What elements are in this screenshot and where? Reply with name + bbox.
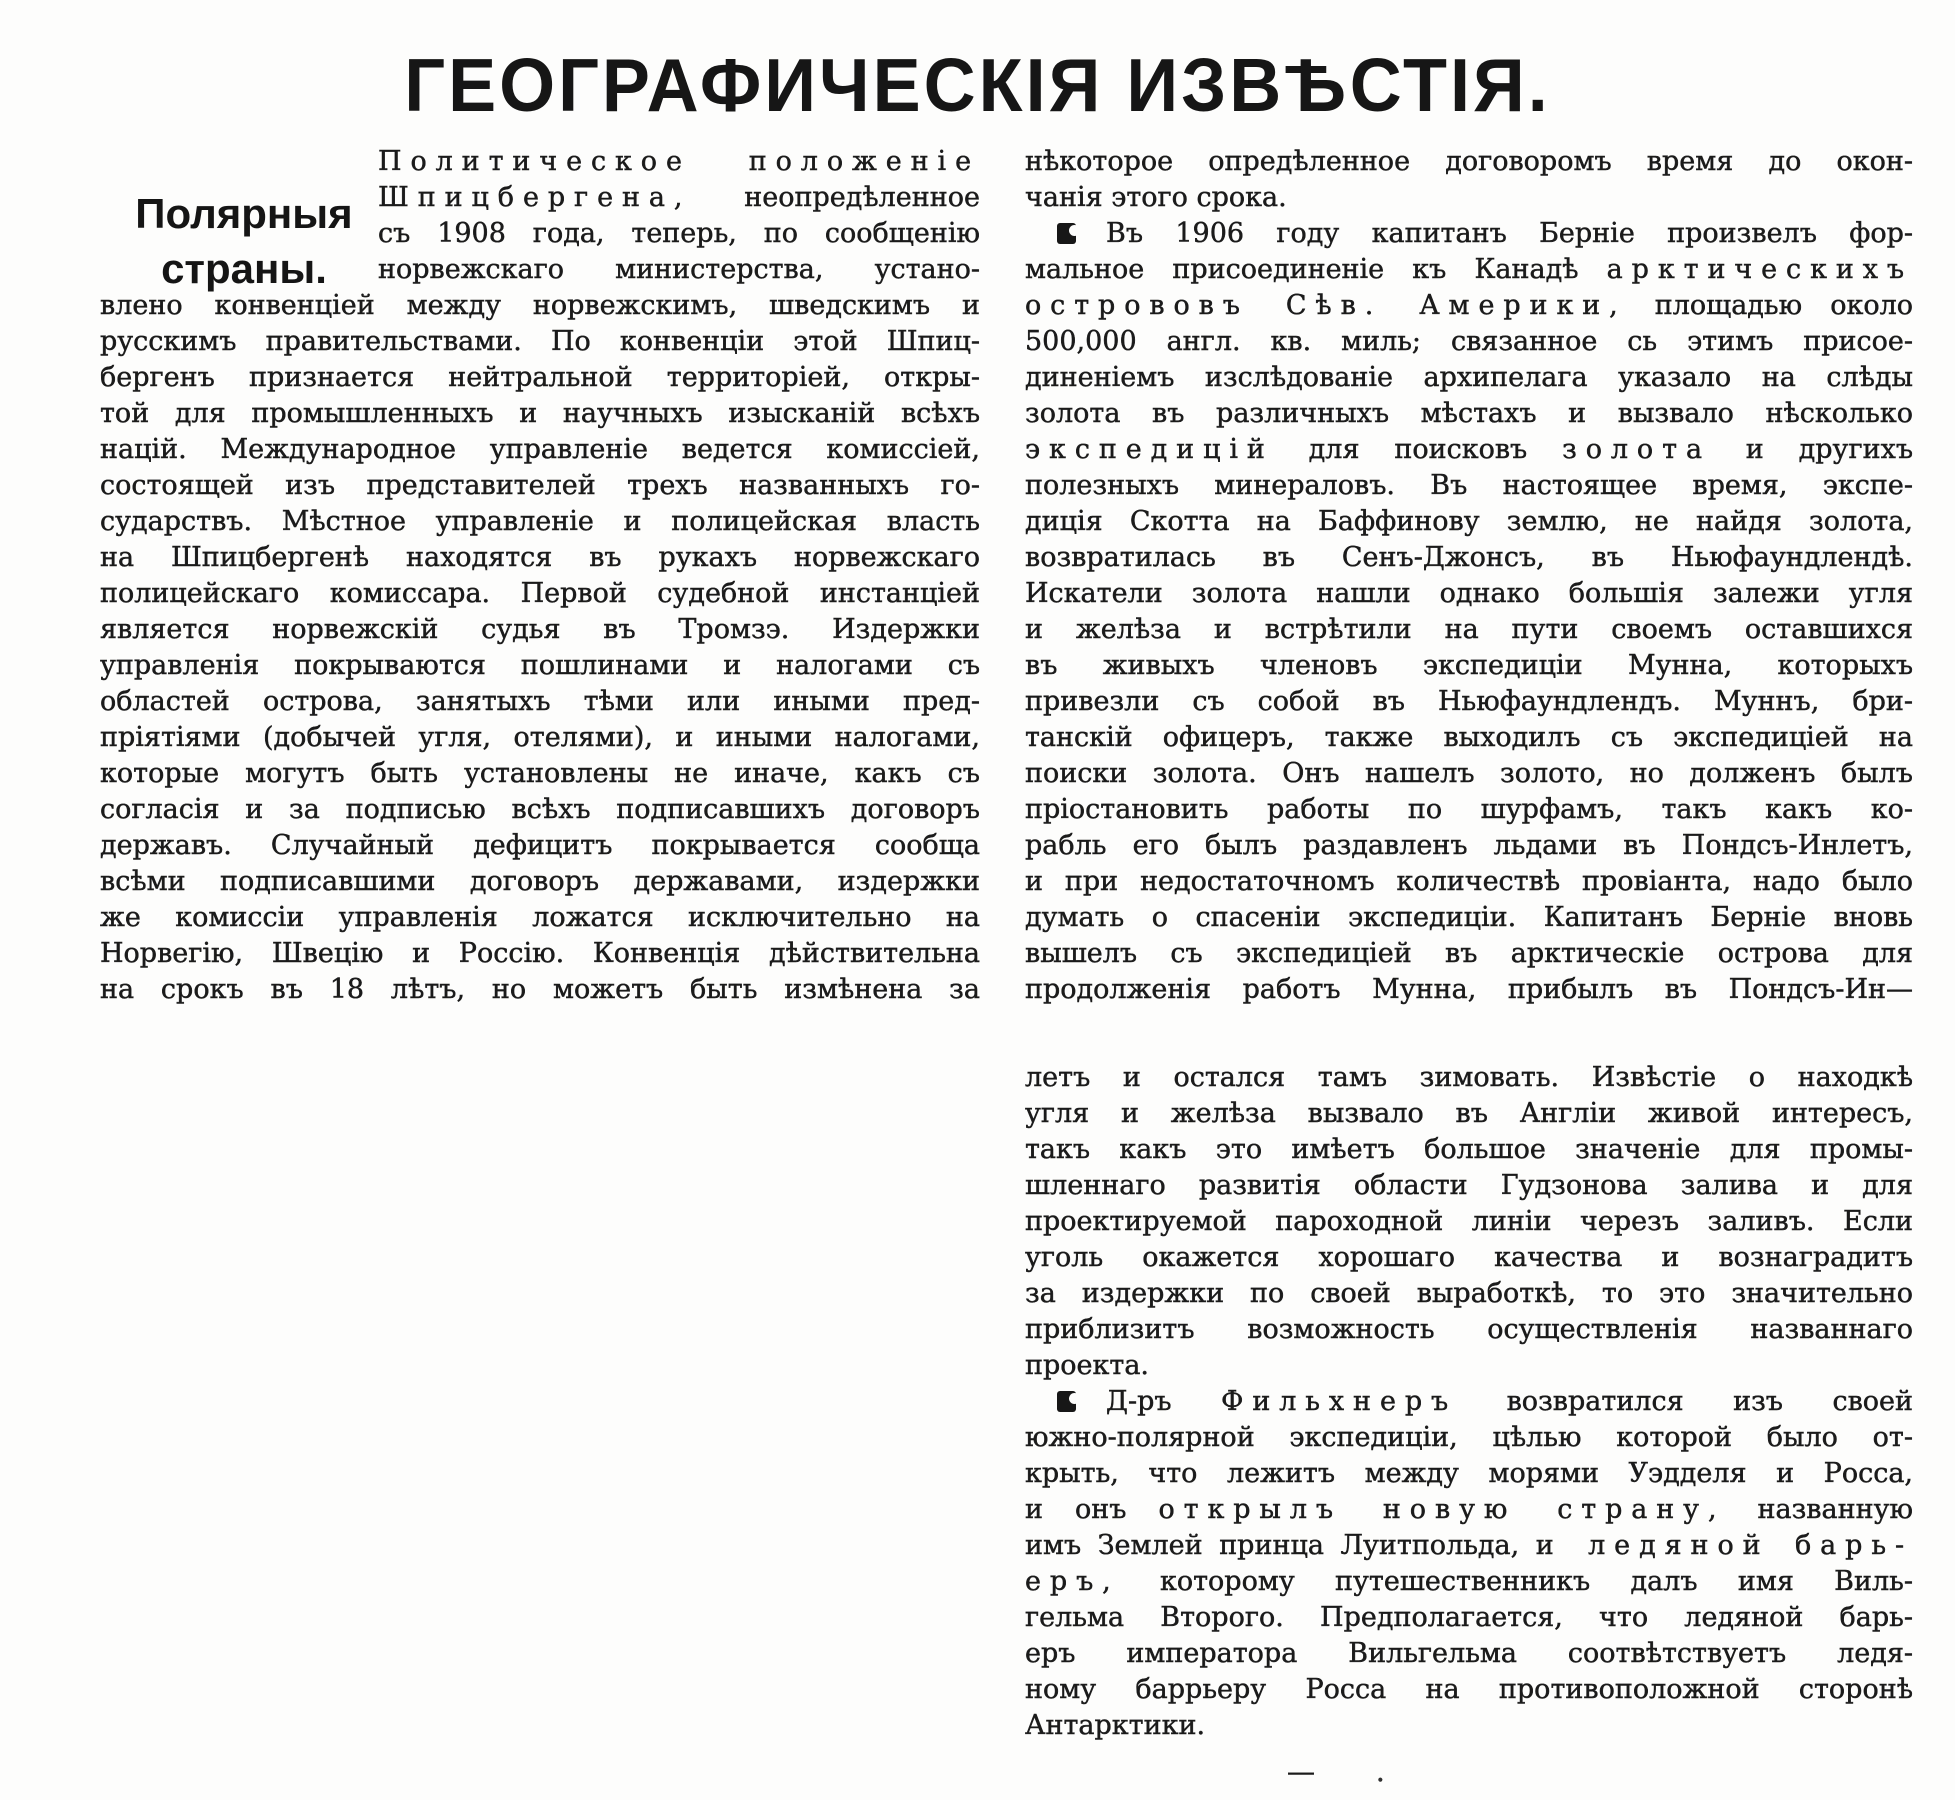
text-segment: областей острова, занятыхъ тѣми или иными пред-	[100, 686, 980, 717]
text-segment: же комиссіи управленія ложатся исключительно на	[100, 902, 980, 933]
text-segment: на срокъ въ 18 лѣтъ, но можетъ быть измѣнена за	[100, 974, 980, 1005]
text-segment: пріятіями (добычей угля, отелями), и иными налогами,	[100, 722, 980, 753]
text-segment: всѣми подписавшими договоръ державами, издержки	[100, 866, 980, 897]
text-segment: русскимъ правительствами. По конвенціи этой Шпиц-	[100, 326, 980, 357]
text-segment: съ 1908 года, теперь, по сообщенію	[378, 218, 980, 249]
text-line	[1025, 432, 1913, 468]
text-line	[100, 936, 980, 972]
text-segment: полезныхъ минераловъ. Въ настоящее время, экспе-	[1025, 470, 1913, 501]
text-line	[1025, 1456, 1913, 1492]
paragraph-marker-icon	[1057, 1391, 1076, 1412]
text-line	[100, 468, 980, 504]
text-segment: Искатели золота нашли однако большія залежи угля	[1025, 578, 1913, 609]
text-segment: и другихъ	[1710, 434, 1913, 465]
text-line	[1025, 1492, 1913, 1528]
text-segment: Норвегію, Швецію и Россію. Конвенція дѣйствительна	[100, 938, 980, 969]
end-dash: —	[1287, 1755, 1315, 1788]
text-segment: такъ какъ это имѣетъ большое значеніе для промы-	[1025, 1134, 1913, 1165]
text-line	[1025, 468, 1913, 504]
text-line	[1025, 360, 1913, 396]
text-line	[1025, 216, 1913, 252]
text-segment: рабль его былъ раздавленъ льдами въ Пондсъ-Инлетъ,	[1025, 830, 1913, 861]
text-segment: проектируемой пароходной линіи черезъ заливъ. Если	[1025, 1206, 1913, 1237]
text-line	[1025, 1708, 1913, 1744]
text-segment: привезли съ собой въ Ньюфаундлендъ. Муннъ, бри-	[1025, 686, 1913, 717]
text-segment: приблизитъ возможность осуществленія названнаго	[1025, 1314, 1913, 1345]
text-line	[1025, 1348, 1913, 1384]
text-segment: названную	[1725, 1494, 1913, 1525]
text-segment: полицейскаго комиссара. Первой судебной инстанціей	[100, 578, 980, 609]
text-segment: ному баррьеру Росса на противоположной сторонѣ	[1025, 1674, 1913, 1705]
text-line	[1025, 1564, 1913, 1600]
paragraph-marker-icon	[1057, 223, 1076, 244]
text-segment: пріостановить работы по шурфамъ, такъ какъ ко-	[1025, 794, 1913, 825]
text-line	[100, 684, 980, 720]
text-line	[100, 324, 980, 360]
text-line	[1025, 720, 1913, 756]
text-line	[1025, 252, 1913, 288]
text-line	[100, 648, 980, 684]
text-line	[1025, 324, 1913, 360]
text-line	[100, 144, 980, 180]
text-line	[1025, 180, 1913, 216]
text-segment: и желѣза и встрѣтили на пути своемъ оставшихся	[1025, 614, 1913, 645]
left-column	[100, 144, 980, 1790]
text-segment: состоящей изъ представителей трехъ названныхъ го-	[100, 470, 980, 501]
two-column-text-area	[0, 144, 1955, 1790]
text-segment: которые могутъ быть установлены не иначе, какъ съ	[100, 758, 980, 789]
text-segment: 500,000 англ. кв. миль; связанное сь этимъ присое-	[1025, 326, 1913, 357]
text-segment: возвратилась въ Сенъ-Джонсъ, въ Ньюфаундлендѣ.	[1025, 542, 1913, 573]
text-segment: танскій офицеръ, также выходилъ съ экспедиціей на	[1025, 722, 1913, 753]
right-column-text-block-2	[1025, 1060, 1913, 1744]
text-line	[1025, 648, 1913, 684]
text-segment: продолженія работъ Мунна, прибылъ въ Пондсъ-Ин—	[1025, 974, 1913, 1005]
text-segment: диненіемъ изслѣдованіе архипелага указало на слѣды	[1025, 362, 1913, 393]
text-line	[1025, 1276, 1913, 1312]
text-segment: возвратился изъ своей	[1457, 1386, 1914, 1417]
text-line	[1025, 1096, 1913, 1132]
text-segment: еръ императора Вильгельма соотвѣтствуетъ ледя-	[1025, 1638, 1913, 1669]
text-line	[1025, 504, 1913, 540]
text-line	[100, 972, 980, 1008]
text-segment: думать о спасеніи экспедиціи. Капитанъ Берніе вновь	[1025, 902, 1913, 933]
text-line	[1025, 900, 1913, 936]
text-line	[100, 756, 980, 792]
text-segment: острововъ Сѣв. Америки,	[1025, 290, 1627, 321]
text-line	[1025, 396, 1913, 432]
text-line	[1025, 144, 1913, 180]
text-line	[100, 432, 980, 468]
text-line	[1025, 756, 1913, 792]
right-column-text-block-1	[1025, 144, 1913, 1008]
text-segment: норвежскаго министерства, устано-	[378, 254, 980, 285]
text-segment: Шпицбергена,	[378, 182, 692, 213]
text-segment: въ живыхъ членовъ экспедиціи Мунна, которыхъ	[1025, 650, 1913, 681]
text-line	[1025, 1384, 1913, 1420]
text-segment: арктическихъ	[1606, 254, 1913, 285]
text-segment: уголь окажется хорошаго качества и вознаградитъ	[1025, 1242, 1913, 1273]
text-line	[1025, 612, 1913, 648]
page-title: ГЕОГРАФИЧЕСКІЯ ИЗВѢСТІЯ.	[404, 44, 1551, 128]
section-heading-line: страны.	[161, 245, 327, 292]
text-segment: мальное присоединеніе къ Канадѣ	[1025, 254, 1607, 285]
text-segment: Фильхнеръ	[1221, 1386, 1458, 1417]
text-segment: южно-полярной экспедиціи, цѣлью которой было от-	[1025, 1422, 1913, 1453]
text-segment: той для промышленныхъ и научныхъ изысканій всѣхъ	[100, 398, 980, 429]
text-line	[1025, 1636, 1913, 1672]
text-segment: летъ и остался тамъ зимовать. Извѣстіе о находкѣ	[1025, 1062, 1913, 1093]
text-segment: Антарктики.	[1025, 1710, 1206, 1741]
text-segment: открылъ новую страну,	[1158, 1494, 1726, 1525]
text-line	[1025, 936, 1913, 972]
text-line	[100, 720, 980, 756]
text-line	[1025, 792, 1913, 828]
text-line	[1025, 576, 1913, 612]
text-segment: державъ. Случайный дефицитъ покрывается сообща	[100, 830, 980, 861]
text-segment: сударствъ. Мѣстное управленіе и полицейская власть	[100, 506, 980, 537]
text-line	[100, 360, 980, 396]
text-segment: проекта.	[1025, 1350, 1150, 1381]
section-heading-line: Полярныя	[135, 190, 353, 237]
right-column	[1025, 144, 1913, 1790]
text-segment: шленнаго развитія области Гудзонова залива и для	[1025, 1170, 1913, 1201]
text-line	[1025, 828, 1913, 864]
text-line	[1025, 1204, 1913, 1240]
text-line	[100, 864, 980, 900]
text-line	[100, 540, 980, 576]
text-line	[1025, 864, 1913, 900]
text-line	[1025, 1600, 1913, 1636]
text-segment: за издержки по своей выработкѣ, то это значительно	[1025, 1278, 1913, 1309]
text-segment: влено конвенціей между норвежскимъ, шведскимъ и	[100, 290, 980, 321]
text-line	[1025, 1528, 1913, 1564]
text-line	[1025, 288, 1913, 324]
text-line	[1025, 540, 1913, 576]
text-segment: угля и желѣза вызвало въ Англіи живой интересъ,	[1025, 1098, 1913, 1129]
text-segment: Политическое положеніе	[378, 146, 980, 177]
text-segment: еръ,	[1025, 1566, 1120, 1597]
text-segment: бергенъ признается нейтральной территоріей, откры-	[100, 362, 980, 393]
text-segment: чанія этого срока.	[1025, 182, 1287, 213]
text-line	[100, 792, 980, 828]
text-line	[100, 396, 980, 432]
text-line	[1025, 1132, 1913, 1168]
text-line	[1025, 1312, 1913, 1348]
text-line	[1025, 1060, 1913, 1096]
text-line	[100, 504, 980, 540]
text-line	[100, 576, 980, 612]
text-segment: золота въ различныхъ мѣстахъ и вызвало нѣсколько	[1025, 398, 1913, 429]
text-segment: диція Скотта на Баффинову землю, не найдя золота,	[1025, 506, 1913, 537]
text-segment: неопредѣленное	[691, 182, 980, 213]
text-segment: золота	[1562, 434, 1711, 465]
text-segment: нѣкоторое опредѣленное договоромъ время до окон-	[1025, 146, 1913, 177]
text-segment: крыть, что лежитъ между морями Уэдделя и Росса,	[1025, 1458, 1913, 1489]
text-line	[1025, 972, 1913, 1008]
text-segment: управленія покрываются пошлинами и налогами съ	[100, 650, 980, 681]
column-gap-spacer	[1025, 1008, 1913, 1060]
text-segment: имъ Землей принца Луитпольда,	[1025, 1530, 1536, 1561]
section-heading	[114, 186, 374, 296]
text-segment: согласія и за подписью всѣхъ подписавшихъ договоръ	[100, 794, 980, 825]
text-segment: является норвежскій судья въ Тромзэ. Издержки	[100, 614, 980, 645]
article-end-divider	[1025, 1754, 1913, 1790]
text-segment: Д-ръ	[1106, 1386, 1222, 1417]
text-line	[100, 612, 980, 648]
text-segment: гельма Второго. Предполагается, что ледяной барь-	[1025, 1602, 1913, 1633]
text-line	[100, 828, 980, 864]
text-segment: на Шпицбергенѣ находятся въ рукахъ норвежскаго	[100, 542, 980, 573]
text-segment: и ледяной барь-	[1535, 1530, 1913, 1561]
text-segment: для поисковъ	[1273, 434, 1563, 465]
text-line	[1025, 1420, 1913, 1456]
text-line	[100, 900, 980, 936]
text-line	[1025, 1240, 1913, 1276]
text-line	[1025, 1672, 1913, 1708]
text-segment: экспедицій	[1025, 434, 1274, 465]
text-segment: націй. Международное управленіе ведется комиссіей,	[100, 434, 980, 465]
text-segment: и при недостаточномъ количествѣ провіанта, надо было	[1025, 866, 1913, 897]
text-segment: площадью около	[1626, 290, 1913, 321]
text-segment: Въ 1906 году капитанъ Берніе произвелъ фор-	[1106, 218, 1913, 249]
text-segment: поиски золота. Онъ нашелъ золото, но долженъ былъ	[1025, 758, 1913, 789]
end-dot: .	[1375, 1755, 1385, 1788]
text-segment: вышелъ съ экспедиціей въ арктическіе острова для	[1025, 938, 1913, 969]
text-line	[1025, 684, 1913, 720]
text-segment: которому путешественникъ далъ имя Виль-	[1119, 1566, 1913, 1597]
text-segment: и онъ	[1025, 1494, 1159, 1525]
text-line	[1025, 1168, 1913, 1204]
